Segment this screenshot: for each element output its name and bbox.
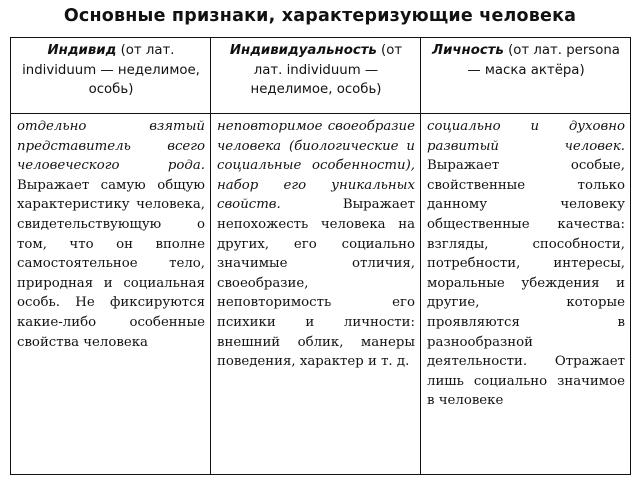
table-title: Основные признаки, характеризующие человека xyxy=(63,6,577,26)
term-origin: (от лат. persona — маска актёра) xyxy=(467,43,620,78)
header-cell-individualnost xyxy=(211,38,421,114)
description-text: Выражает непохожесть человека на других, его социально значимые отличия, своеобразие, неповторимость его психики и личности: внешний облик, манеры поведения, характер и т. д. xyxy=(217,197,415,370)
term-origin: (от лат. individuum — неделимое, особь) xyxy=(250,43,403,98)
description-text: Выражает особые, свойственные только данному человеку общественные качества: взгляды, способности, потребности, интересы, моральные убеждения и другие, которые проявляются в разнообразной деятельности. Отражает лишь социально значимое в человеке xyxy=(427,158,625,409)
definition-text: отдельно взятый представитель всего человеческого рода. xyxy=(17,119,205,174)
term-label: Индивид xyxy=(47,43,117,58)
term-label: Индивидуальность xyxy=(229,43,377,58)
characteristics-table xyxy=(10,37,631,475)
definition-text: неповторимое своеобразие человека (биологические и социальные особенности), набор его уникальных свойств. xyxy=(217,119,415,213)
body-cell-individ xyxy=(11,114,211,475)
description-text: Выражает самую общую характеристику человека, свидетельствующую о том, что он вполне самостоятельное тело, природная и социальная особь. Не фиксируются какие-либо особенные свойства человека xyxy=(17,177,205,350)
header-cell-lichnost xyxy=(421,38,631,114)
body-cell-lichnost xyxy=(421,114,631,475)
body-row xyxy=(11,114,631,475)
body-cell-individualnost xyxy=(211,114,421,475)
term-label: Личность xyxy=(432,43,504,58)
header-cell-individ xyxy=(11,38,211,114)
definition-text: социально и духовно развитый человек. xyxy=(427,119,625,154)
header-row xyxy=(11,38,631,114)
term-origin: (от лат. individuum — неделимое, особь) xyxy=(22,43,200,98)
